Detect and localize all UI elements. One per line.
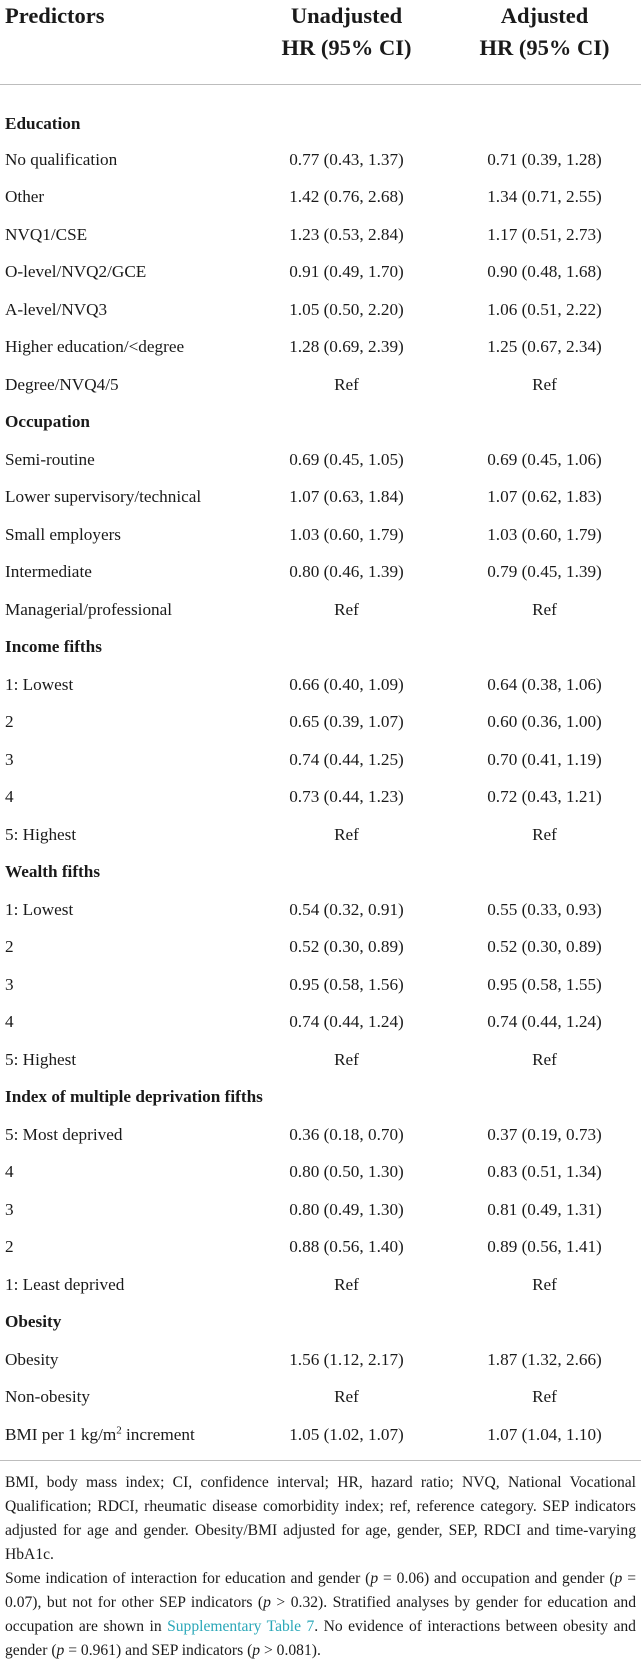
unadjusted-hr-cell: Ref: [334, 1387, 359, 1407]
predictor-label: Lower supervisory/technical: [5, 487, 202, 507]
section-header-row: [0, 84, 641, 141]
adjusted-hr-cell: Ref: [532, 1049, 557, 1069]
header-predictors: Predictors: [0, 0, 245, 84]
predictor-label: 3: [5, 1199, 14, 1219]
predictor-label: 2: [5, 712, 14, 732]
predictor-label: A-level/NVQ3: [5, 299, 108, 319]
predictor-label: 4: [5, 787, 14, 807]
unadjusted-hr-cell: 0.73 (0.44, 1.23): [289, 787, 404, 807]
table-row: [0, 516, 641, 554]
table-row: [0, 1116, 641, 1154]
section-title: Income fifths: [5, 637, 102, 657]
table-row: [0, 554, 641, 592]
unadjusted-hr-cell: 0.65 (0.39, 1.07): [289, 712, 404, 732]
table-body: [0, 84, 641, 1454]
supplementary-table-link[interactable]: Supplementary Table 7: [167, 1618, 315, 1635]
unadjusted-hr-cell: Ref: [334, 824, 359, 844]
predictor-label: O-level/NVQ2/GCE: [5, 262, 147, 282]
predictor-label: Other: [5, 187, 45, 207]
unadjusted-hr-cell: 0.69 (0.45, 1.05): [289, 449, 404, 469]
unadjusted-hr-cell: 0.77 (0.43, 1.37): [289, 149, 404, 169]
table-row: [0, 929, 641, 967]
unadjusted-hr-cell: 1.42 (0.76, 2.68): [289, 187, 404, 207]
predictor-label: 4: [5, 1162, 14, 1182]
adjusted-hr-cell: Ref: [532, 1387, 557, 1407]
table-row: [0, 216, 641, 254]
predictor-label: 3: [5, 749, 14, 769]
predictor-label: 1: Least deprived: [5, 1274, 125, 1294]
unadjusted-hr-cell: 0.80 (0.50, 1.30): [289, 1162, 404, 1182]
predictor-label: 2: [5, 937, 14, 957]
unadjusted-hr-cell: 0.54 (0.32, 0.91): [289, 899, 404, 919]
table-row: [0, 254, 641, 292]
table-header: [0, 0, 641, 84]
table-row: [0, 1004, 641, 1042]
unadjusted-hr-cell: Ref: [334, 1274, 359, 1294]
predictor-label: Small employers: [5, 524, 121, 544]
adjusted-hr-cell: 0.89 (0.56, 1.41): [487, 1237, 602, 1257]
adjusted-hr-cell: 0.37 (0.19, 0.73): [487, 1124, 602, 1144]
table-footnote: [0, 1460, 641, 1663]
table-row: [0, 479, 641, 517]
table-row: [0, 1041, 641, 1079]
table-row: [0, 141, 641, 179]
unadjusted-hr-cell: 0.80 (0.46, 1.39): [289, 562, 404, 582]
adjusted-hr-cell: 0.81 (0.49, 1.31): [487, 1199, 602, 1219]
unadjusted-hr-cell: 1.05 (0.50, 2.20): [289, 299, 404, 319]
predictor-label: Non-obesity: [5, 1387, 90, 1407]
section-header-row: [0, 1304, 641, 1342]
predictor-label: NVQ1/CSE: [5, 224, 88, 244]
adjusted-hr-cell: 0.83 (0.51, 1.34): [487, 1162, 602, 1182]
adjusted-hr-cell: 0.95 (0.58, 1.55): [487, 974, 602, 994]
adjusted-hr-cell: 1.06 (0.51, 2.22): [487, 299, 602, 319]
unadjusted-hr-cell: 1.28 (0.69, 2.39): [289, 337, 404, 357]
adjusted-hr-cell: 1.87 (1.32, 2.66): [487, 1349, 602, 1369]
adjusted-hr-cell: Ref: [532, 1274, 557, 1294]
unadjusted-hr-cell: Ref: [334, 599, 359, 619]
predictor-label: Intermediate: [5, 562, 92, 582]
section-title: Wealth fifths: [5, 862, 101, 882]
footnote-abbreviations: BMI, body mass index; CI, confidence interval; HR, hazard ratio; NVQ, National Vocational Qualification; RDCI, rheumatic disease comorbidity index; ref, reference category. SEP indicators adjusted for age and gender. Obesity/BMI adjusted for age, gender, SEP, RDCI and time-varying HbA1c.: [5, 1474, 636, 1563]
table-row: [0, 966, 641, 1004]
section-title: Obesity: [5, 1312, 62, 1332]
unadjusted-hr-cell: 0.88 (0.56, 1.40): [289, 1237, 404, 1257]
unadjusted-hr-cell: 1.56 (1.12, 2.17): [289, 1349, 404, 1369]
adjusted-hr-cell: Ref: [532, 374, 557, 394]
table-row: [0, 779, 641, 817]
unadjusted-hr-cell: 1.23 (0.53, 2.84): [289, 224, 404, 244]
table-row: [0, 891, 641, 929]
adjusted-hr-cell: Ref: [532, 599, 557, 619]
table-row: [0, 329, 641, 367]
predictor-label: 5: Highest: [5, 824, 77, 844]
adjusted-hr-cell: 1.07 (1.04, 1.10): [487, 1424, 602, 1444]
adjusted-hr-cell: 1.17 (0.51, 2.73): [487, 224, 602, 244]
adjusted-hr-cell: 0.60 (0.36, 1.00): [487, 712, 602, 732]
table-row: [0, 704, 641, 742]
adjusted-hr-cell: 0.64 (0.38, 1.06): [487, 674, 602, 694]
table-row: [0, 1154, 641, 1192]
predictor-label: Managerial/professional: [5, 599, 173, 619]
adjusted-hr-cell: Ref: [532, 824, 557, 844]
predictor-label: BMI per 1 $kg/m^2$ increment: [5, 1424, 195, 1444]
unadjusted-hr-cell: Ref: [334, 374, 359, 394]
unadjusted-hr-cell: 0.91 (0.49, 1.70): [289, 262, 404, 282]
unadjusted-hr-cell: Ref: [334, 1049, 359, 1069]
predictor-label: 2: [5, 1237, 14, 1257]
adjusted-hr-cell: 1.25 (0.67, 2.34): [487, 337, 602, 357]
footnote-interactions: Some indication of interaction for education and gender (p = 0.06) and occupation and gender (p = 0.07), but not for other SEP indicators (p > 0.32). Stratified analyses by gender for education and occupation are shown in Supplementary Table 7. No evidence of interactions between obesity and gender (p = 0.961) and SEP indicators (p > 0.081).: [5, 1570, 636, 1659]
header-adjusted: Adjusted HR (95% CI): [448, 0, 641, 84]
unadjusted-hr-cell: 0.66 (0.40, 1.09): [289, 674, 404, 694]
table-row: [0, 291, 641, 329]
predictor-label: 5: Highest: [5, 1049, 77, 1069]
unadjusted-hr-cell: 0.36 (0.18, 0.70): [289, 1124, 404, 1144]
table-row: [0, 1191, 641, 1229]
section-header-row: [0, 629, 641, 667]
unadjusted-hr-cell: 1.07 (0.63, 1.84): [289, 487, 404, 507]
predictor-label: Degree/NVQ4/5: [5, 374, 119, 394]
adjusted-hr-cell: 1.07 (0.62, 1.83): [487, 487, 602, 507]
adjusted-hr-cell: 0.55 (0.33, 0.93): [487, 899, 602, 919]
unadjusted-hr-cell: 0.74 (0.44, 1.24): [289, 1012, 404, 1032]
adjusted-hr-cell: 0.72 (0.43, 1.21): [487, 787, 602, 807]
adjusted-hr-cell: 0.71 (0.39, 1.28): [487, 149, 602, 169]
unadjusted-hr-cell: 1.05 (1.02, 1.07): [289, 1424, 404, 1444]
table-row: [0, 179, 641, 217]
adjusted-hr-cell: 0.70 (0.41, 1.19): [487, 749, 602, 769]
adjusted-hr-cell: 0.79 (0.45, 1.39): [487, 562, 602, 582]
table-row: [0, 741, 641, 779]
predictor-label: 1: Lowest: [5, 674, 74, 694]
section-title: Index of multiple deprivation fifths: [5, 1087, 263, 1107]
section-header-row: [0, 404, 641, 442]
section-title: Education: [5, 114, 81, 133]
unadjusted-hr-cell: 0.95 (0.58, 1.56): [289, 974, 404, 994]
section-header-row: [0, 1079, 641, 1117]
unadjusted-hr-cell: 0.74 (0.44, 1.25): [289, 749, 404, 769]
table-row: [0, 1416, 641, 1454]
table-row: [0, 366, 641, 404]
table-row: [0, 1379, 641, 1417]
predictor-label: 5: Most deprived: [5, 1124, 123, 1144]
table-row: [0, 1341, 641, 1379]
predictor-label: Semi-routine: [5, 449, 95, 469]
predictor-label: 1: Lowest: [5, 899, 74, 919]
adjusted-hr-cell: 0.74 (0.44, 1.24): [487, 1012, 602, 1032]
table-row: [0, 1229, 641, 1267]
unadjusted-hr-cell: 0.52 (0.30, 0.89): [289, 937, 404, 957]
unadjusted-hr-cell: 0.80 (0.49, 1.30): [289, 1199, 404, 1219]
section-title: Occupation: [5, 412, 90, 432]
predictor-label: 4: [5, 1012, 14, 1032]
header-unadjusted: Unadjusted HR (95% CI): [245, 0, 448, 84]
section-header-row: [0, 854, 641, 892]
adjusted-hr-cell: 0.90 (0.48, 1.68): [487, 262, 602, 282]
adjusted-hr-cell: 1.03 (0.60, 1.79): [487, 524, 602, 544]
table-row: [0, 1266, 641, 1304]
table-row: [0, 591, 641, 629]
adjusted-hr-cell: 0.69 (0.45, 1.06): [487, 449, 602, 469]
table-row: [0, 441, 641, 479]
predictor-label: Obesity: [5, 1349, 59, 1369]
predictor-label: 3: [5, 974, 14, 994]
predictor-label: No qualification: [5, 149, 118, 169]
unadjusted-hr-cell: 1.03 (0.60, 1.79): [289, 524, 404, 544]
adjusted-hr-cell: 1.34 (0.71, 2.55): [487, 187, 602, 207]
predictor-label: Higher education/<degree: [5, 337, 185, 357]
adjusted-hr-cell: 0.52 (0.30, 0.89): [487, 937, 602, 957]
table-row: [0, 816, 641, 854]
table-row: [0, 666, 641, 704]
